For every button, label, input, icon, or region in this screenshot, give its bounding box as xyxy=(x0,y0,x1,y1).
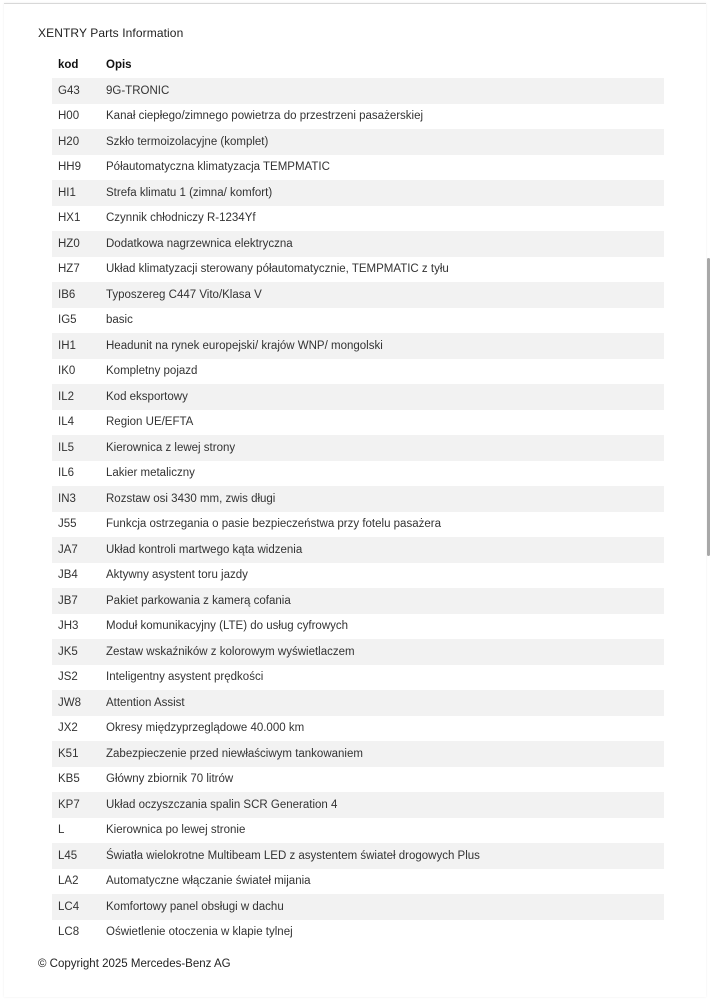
table-row xyxy=(52,384,664,410)
option-code-cell: IL5 xyxy=(52,435,100,461)
option-description-cell: Okresy międzyprzeglądowe 40.000 km xyxy=(106,722,305,735)
table-row xyxy=(52,894,664,920)
option-code-cell: HX1 xyxy=(58,212,81,225)
option-code-cell: LC8 xyxy=(58,926,80,939)
parts-table xyxy=(52,52,664,945)
option-code-cell: JA7 xyxy=(52,537,100,563)
option-code-cell: IB6 xyxy=(52,282,100,308)
option-code-cell: JB4 xyxy=(58,569,78,582)
option-description-cell: Kanał ciepłego/zimnego powietrza do przestrzeni pasażerskiej xyxy=(106,110,424,123)
table-row xyxy=(52,359,664,385)
option-code-cell: HH9 xyxy=(58,161,82,174)
table-row xyxy=(52,333,664,359)
option-description-cell: Rozstaw osi 3430 mm, zwis długi xyxy=(100,486,664,512)
document-title: XENTRY Parts Information xyxy=(38,26,184,40)
option-description-cell: Funkcja ostrzegania o pasie bezpieczeństwa przy fotelu pasażera xyxy=(106,518,441,531)
option-code-cell: JK5 xyxy=(52,639,100,665)
option-description-cell: Kompletny pojazd xyxy=(106,365,198,378)
option-description-cell: Region UE/EFTA xyxy=(106,416,194,429)
option-description-cell: Pakiet parkowania z kamerą cofania xyxy=(100,588,664,614)
option-code-cell: IN3 xyxy=(52,486,100,512)
table-row xyxy=(52,716,664,742)
option-description-cell: Kierownica po lewej stronie xyxy=(106,824,246,837)
option-description-cell: Attention Assist xyxy=(100,690,664,716)
option-code-cell: IH1 xyxy=(52,333,100,359)
document-page xyxy=(4,3,706,997)
table-row xyxy=(52,614,664,640)
option-code-cell: HZ7 xyxy=(58,263,80,276)
option-description-cell: Inteligentny asystent prędkości xyxy=(106,671,264,684)
option-code-cell: JH3 xyxy=(58,620,79,633)
table-header-row xyxy=(52,52,664,78)
option-code-cell: JB7 xyxy=(52,588,100,614)
option-code-cell: JW8 xyxy=(52,690,100,716)
option-description-cell: Lakier metaliczny xyxy=(106,467,195,480)
option-description-cell: basic xyxy=(106,314,133,327)
table-row xyxy=(52,486,664,512)
table-row xyxy=(52,843,664,869)
option-description-cell: Automatyczne włączanie świateł mijania xyxy=(106,875,311,888)
table-row xyxy=(52,665,664,691)
option-description-cell: Zabezpieczenie przed niewłaściwym tankowaniem xyxy=(100,741,664,767)
option-description-cell: Główny zbiornik 70 litrów xyxy=(106,773,234,786)
table-row xyxy=(52,869,664,895)
option-code-cell: L45 xyxy=(52,843,100,869)
copyright-footer: © Copyright 2025 Mercedes-Benz AG xyxy=(38,958,231,970)
option-code-cell: G43 xyxy=(52,78,100,104)
table-header xyxy=(52,52,664,78)
option-description-cell: Układ klimatyzacji sterowany półautomatycznie, TEMPMATIC z tyłu xyxy=(106,263,449,276)
scrollbar-thumb[interactable] xyxy=(707,258,710,556)
option-description-cell: Oświetlenie otoczenia w klapie tylnej xyxy=(106,926,293,939)
table-row xyxy=(52,155,664,181)
option-description-cell: 9G-TRONIC xyxy=(100,78,664,104)
option-description-cell: Zestaw wskaźników z kolorowym wyświetlaczem xyxy=(100,639,664,665)
table-row xyxy=(52,639,664,665)
option-code-cell: IL4 xyxy=(58,416,74,429)
option-code-cell: H00 xyxy=(58,110,80,123)
option-code-cell: IG5 xyxy=(58,314,77,327)
option-description-cell: Moduł komunikacyjny (LTE) do usług cyfrowych xyxy=(106,620,349,633)
table-row xyxy=(52,588,664,614)
option-description-cell: Strefa klimatu 1 (zimna/ komfort) xyxy=(100,180,664,206)
scrollbar[interactable] xyxy=(706,3,711,996)
option-description-cell: Czynnik chłodniczy R-1234Yf xyxy=(106,212,256,225)
table-row xyxy=(52,308,664,334)
option-description-cell: Aktywny asystent toru jazdy xyxy=(106,569,248,582)
table-body xyxy=(52,78,664,945)
table-row xyxy=(52,741,664,767)
option-code-cell: JS2 xyxy=(58,671,78,684)
option-code-cell: KB5 xyxy=(58,773,80,786)
table-row xyxy=(52,129,664,155)
option-code-cell: LC4 xyxy=(52,894,100,920)
option-code-cell: JX2 xyxy=(58,722,78,735)
table-row xyxy=(52,767,664,793)
option-code-cell: HZ0 xyxy=(52,231,100,257)
option-code-cell: K51 xyxy=(52,741,100,767)
table-row xyxy=(52,690,664,716)
table-row xyxy=(52,461,664,487)
table-row xyxy=(52,206,664,232)
option-code-cell: KP7 xyxy=(52,792,100,818)
table-row xyxy=(52,792,664,818)
option-code-cell: J55 xyxy=(58,518,77,531)
table-row xyxy=(52,231,664,257)
table-row xyxy=(52,920,664,946)
table-row xyxy=(52,410,664,436)
option-description-cell: Headunit na rynek europejski/ krajów WNP/ mongolski xyxy=(100,333,664,359)
table-row xyxy=(52,537,664,563)
table-row xyxy=(52,818,664,844)
option-code-cell: H20 xyxy=(52,129,100,155)
table-row xyxy=(52,180,664,206)
option-description-cell: Układ oczyszczania spalin SCR Generation 4 xyxy=(100,792,664,818)
option-description-cell: Kod eksportowy xyxy=(100,384,664,410)
option-description-cell: Komfortowy panel obsługi w dachu xyxy=(100,894,664,920)
option-description-cell: Układ kontroli martwego kąta widzenia xyxy=(100,537,664,563)
column-header-description: Opis xyxy=(106,59,132,71)
option-code-cell: LA2 xyxy=(58,875,79,888)
option-code-cell: HI1 xyxy=(52,180,100,206)
option-code-cell: IL2 xyxy=(52,384,100,410)
table-row xyxy=(52,512,664,538)
option-description-cell: Dodatkowa nagrzewnica elektryczna xyxy=(100,231,664,257)
table-row xyxy=(52,257,664,283)
option-description-cell: Światła wielokrotne Multibeam LED z asystentem świateł drogowych Plus xyxy=(100,843,664,869)
table-row xyxy=(52,78,664,104)
column-header-code: kod xyxy=(58,59,79,71)
option-description-cell: Półautomatyczna klimatyzacja TEMPMATIC xyxy=(106,161,330,174)
option-description-cell: Szkło termoizolacyjne (komplet) xyxy=(100,129,664,155)
option-code-cell: L xyxy=(58,824,65,837)
table-row xyxy=(52,435,664,461)
option-description-cell: Typoszereg C447 Vito/Klasa V xyxy=(100,282,664,308)
option-code-cell: IL6 xyxy=(58,467,74,480)
table-row xyxy=(52,563,664,589)
option-description-cell: Kierownica z lewej strony xyxy=(100,435,664,461)
table-row xyxy=(52,282,664,308)
option-code-cell: IK0 xyxy=(58,365,76,378)
table-row xyxy=(52,104,664,130)
